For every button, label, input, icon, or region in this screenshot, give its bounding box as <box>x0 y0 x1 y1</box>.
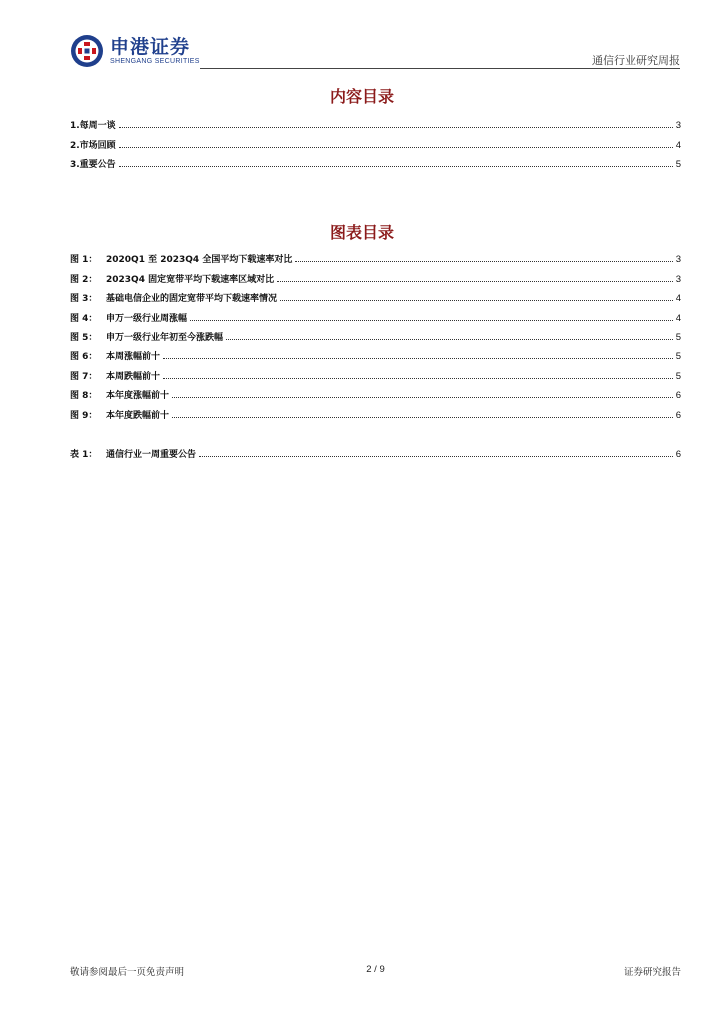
table-label: 通信行业一周重要公告 <box>106 450 197 461</box>
figure-label: 本年度跌幅前十 <box>106 410 170 421</box>
figure-page: 5 <box>675 370 681 382</box>
table-item[interactable] <box>70 441 681 460</box>
figures-title: 图表目录 <box>329 223 394 242</box>
logo-english-name: SHENGANG SECURITIES <box>110 57 200 65</box>
report-type: 通信行业研究周报 <box>592 54 680 67</box>
leader-dots <box>190 320 673 321</box>
figure-item[interactable] <box>70 362 681 381</box>
leader-dots <box>172 417 673 418</box>
figure-number: 图 8： <box>70 391 98 402</box>
header-divider <box>200 68 680 69</box>
figure-number: 图 9： <box>70 410 98 421</box>
figure-number: 图 2： <box>70 274 98 285</box>
page-footer <box>70 964 681 978</box>
leader-dots <box>119 127 673 128</box>
figure-number: 图 6： <box>70 352 98 363</box>
figure-item[interactable] <box>70 265 681 284</box>
figure-page: 6 <box>675 390 681 402</box>
leader-dots <box>280 300 673 301</box>
page-indicator: 2 / 9 <box>366 964 385 975</box>
leader-dots <box>119 166 673 167</box>
figure-number: 图 5： <box>70 332 98 343</box>
leader-dots <box>199 456 673 457</box>
figure-label: 本周跌幅前十 <box>106 371 161 382</box>
figure-page: 6 <box>675 409 681 421</box>
leader-dots <box>295 261 672 262</box>
toc-item-label: 3.重要公告 <box>70 160 116 171</box>
figure-number: 图 3： <box>70 294 98 305</box>
figure-label: 基础电信企业的固定宽带平均下载速率情况 <box>106 294 278 305</box>
contents-title: 内容目录 <box>329 87 394 106</box>
figure-label: 本周涨幅前十 <box>106 352 161 363</box>
figure-item[interactable] <box>70 304 681 323</box>
figure-item[interactable] <box>70 324 681 343</box>
logo-chinese-name: 申港证券 <box>110 35 191 58</box>
toc-item[interactable] <box>70 112 681 131</box>
leader-dots <box>226 339 673 340</box>
disclaimer-note: 敬请参阅最后一页免责声明 <box>70 967 185 978</box>
document-type: 证券研究报告 <box>623 967 681 978</box>
toc-item[interactable] <box>70 131 681 150</box>
figure-page: 5 <box>675 351 681 363</box>
leader-dots <box>172 397 673 398</box>
tables-list <box>70 441 681 460</box>
leader-dots <box>163 358 673 359</box>
figure-page: 4 <box>675 293 681 305</box>
shengang-logo-icon <box>70 34 104 68</box>
toc-item[interactable] <box>70 151 681 170</box>
toc-item-page: 4 <box>675 139 681 151</box>
page-header <box>70 34 680 74</box>
leader-dots <box>163 378 673 379</box>
figure-label: 2023Q4 固定宽带平均下载速率区域对比 <box>106 274 275 285</box>
toc-item-page: 3 <box>675 120 681 132</box>
figure-page: 3 <box>675 254 681 266</box>
table-page: 6 <box>675 449 681 461</box>
figures-list <box>70 246 681 421</box>
figure-item[interactable] <box>70 382 681 401</box>
figure-number: 图 4： <box>70 313 98 324</box>
toc-item-page: 5 <box>675 159 681 171</box>
toc-item-label: 2.市场回顾 <box>70 140 116 151</box>
figure-number: 图 7： <box>70 371 98 382</box>
figure-item[interactable] <box>70 401 681 420</box>
leader-dots <box>277 281 673 282</box>
leader-dots <box>119 147 673 148</box>
figure-page: 4 <box>675 312 681 324</box>
figure-label: 本年度涨幅前十 <box>106 391 170 402</box>
figure-page: 5 <box>675 331 681 343</box>
figure-item[interactable] <box>70 285 681 304</box>
company-logo <box>70 34 200 68</box>
figure-label: 申万一级行业年初至今涨跌幅 <box>106 332 224 343</box>
table-number: 表 1： <box>70 450 98 461</box>
figure-label: 2020Q1 至 2023Q4 全国平均下载速率对比 <box>106 255 293 266</box>
contents-list <box>70 112 681 170</box>
figure-item[interactable] <box>70 246 681 265</box>
figure-page: 3 <box>675 273 681 285</box>
figure-number: 图 1： <box>70 255 98 266</box>
figure-item[interactable] <box>70 343 681 362</box>
figure-label: 申万一级行业周涨幅 <box>106 313 188 324</box>
toc-item-label: 1.每周一谈 <box>70 121 116 132</box>
